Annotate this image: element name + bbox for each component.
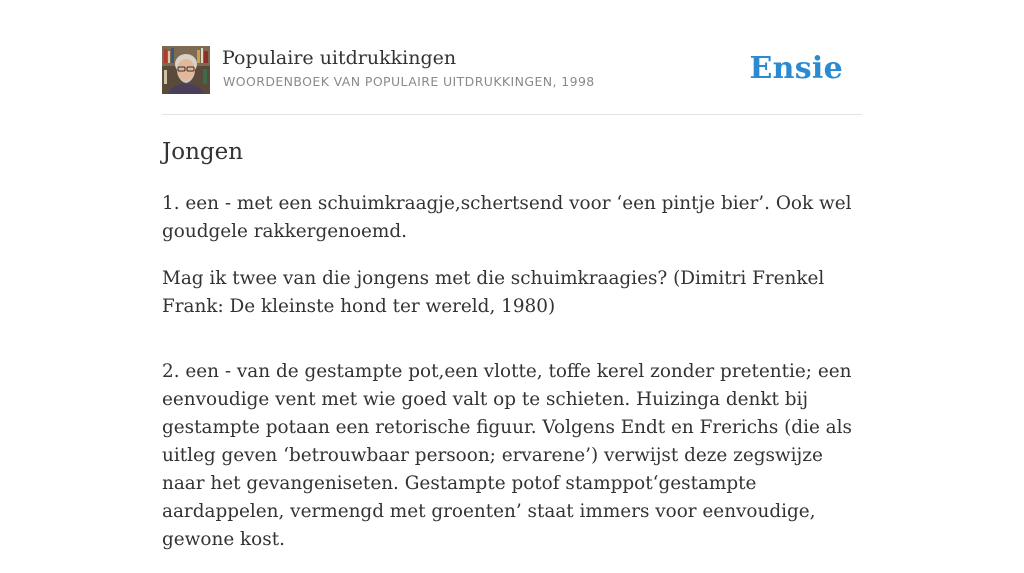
entry-paragraph: 2. een - van de gestampte pot,een vlotte, toffe kerel zonder pretentie; een eenvoudige vent met wie goed valt op te schieten. Huizinga denkt bij gestampte potaan een retorische figuur. Volgens Endt en Frerichs (die als uitleg geven ‘betrouwbaar persoon; ervarene’) verwijst deze zegswijze naar het gevangeniseten. Gestampte potof stamppot‘gestampte aardappelen, vermengd met groenten’ staat immers voor eenvoudige, gewone kost. xyxy=(162,361,852,550)
source-header xyxy=(162,46,862,115)
entry-paragraph: Mag ik twee van die jongens met die schuimkraagies? (Dimitri Frenkel Frank: De kleinste hond ter wereld, 1980) xyxy=(162,268,825,317)
entry-paragraph: 1. een - met een schuimkraagje,schertsend voor ‘een pintje bier’. Ook wel goudgele rakkergenoemd. xyxy=(162,193,852,242)
author-portrait-icon[interactable] xyxy=(162,46,210,94)
source-title[interactable]: Populaire uitdrukkingen xyxy=(222,47,457,69)
entry-content xyxy=(162,136,862,573)
ensie-logo[interactable]: Ensie xyxy=(749,51,843,86)
entry-title: Jongen xyxy=(162,139,244,165)
source-subtitle: WOORDENBOEK VAN POPULAIRE UITDRUKKINGEN, 1998 xyxy=(223,74,595,89)
